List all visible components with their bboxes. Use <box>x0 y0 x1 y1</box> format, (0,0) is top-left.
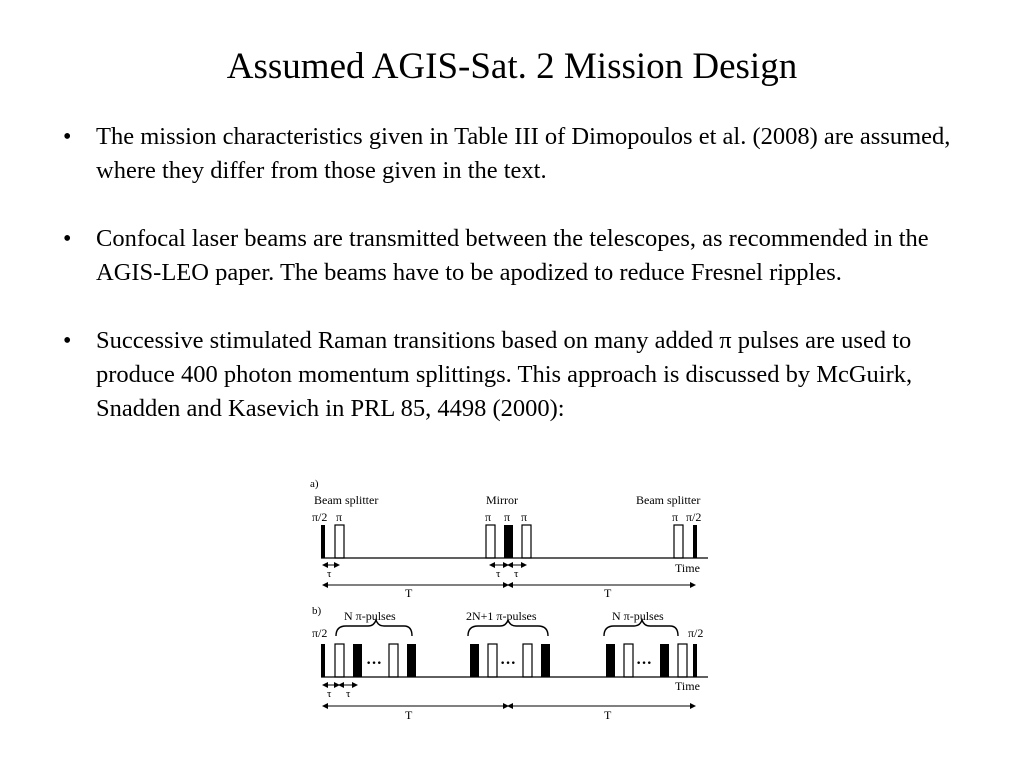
pulse-sequence-figure <box>308 476 720 726</box>
pi-half-label: π/2 <box>312 626 328 640</box>
pulse-filled <box>660 644 669 677</box>
pulse-filled <box>321 644 325 677</box>
pulse-open <box>389 644 398 677</box>
pulse-open <box>522 525 531 558</box>
pulse-open <box>674 525 683 558</box>
pulse-filled <box>353 644 362 677</box>
pulse-filled <box>693 644 697 677</box>
time-label: Time <box>675 679 700 693</box>
tau-label: τ <box>327 688 332 700</box>
period-label: T <box>405 708 413 722</box>
mirror-label: Mirror <box>486 493 518 507</box>
pulse-filled <box>321 525 325 558</box>
pi-label: π <box>485 510 492 524</box>
bullet-item <box>60 222 980 290</box>
pi-label: π <box>504 510 511 524</box>
pulse-open <box>624 644 633 677</box>
bullet-marker: • <box>63 226 72 252</box>
beam-splitter-left-label: Beam splitter <box>314 493 379 507</box>
pulse-open <box>335 525 344 558</box>
pulse-filled <box>504 525 513 558</box>
ellipsis: ··· <box>500 655 517 672</box>
bullet-marker: • <box>63 124 72 150</box>
pulse-filled <box>606 644 615 677</box>
pulse-open <box>523 644 532 677</box>
period-label: T <box>405 586 413 600</box>
ellipsis: ··· <box>366 655 383 672</box>
time-label: Time <box>675 561 700 575</box>
pulse-filled <box>541 644 550 677</box>
pi-half-label: π/2 <box>688 626 704 640</box>
ellipsis: ··· <box>636 655 653 672</box>
slide-title: Assumed AGIS-Sat. 2 Mission Design <box>226 46 798 87</box>
period-label: T <box>604 586 612 600</box>
pulse-sequence-diagram <box>308 476 720 726</box>
bullet-item <box>60 120 980 188</box>
n-pulses-right-label: N π-pulses <box>612 609 664 623</box>
tau-label: τ <box>327 568 332 580</box>
pi-label: π <box>521 510 528 524</box>
pi-label: π <box>672 510 679 524</box>
tau-label: τ <box>514 568 519 580</box>
panel-a-label: a) <box>310 478 319 490</box>
pulse-filled <box>407 644 416 677</box>
bullet-item <box>60 324 980 426</box>
period-label: T <box>604 708 612 722</box>
pi-half-label: π/2 <box>312 510 328 524</box>
bullet-text: The mission characteristics given in Table III of Dimopoulos et al. (2008) are assumed, where they differ from those given in the text. <box>96 123 951 184</box>
n-pulses-left-label: N π-pulses <box>344 609 396 623</box>
bullet-marker: • <box>63 328 72 354</box>
bullet-text: Successive stimulated Raman transitions based on many added π pulses are used to produce 400 photon momentum splittings. This approach is discussed by McGuirk, Snadden and Kasevich in PRL 85, 4498 (2000): <box>96 327 913 422</box>
pi-half-label: π/2 <box>686 510 702 524</box>
panel-b-label: b) <box>312 605 322 617</box>
tau-label: τ <box>496 568 501 580</box>
bullet-text: Confocal laser beams are transmitted between the telescopes, as recommended in the AGIS-LEO paper. The beams have to be apodized to reduce Fresnel ripples. <box>96 225 929 286</box>
center-pulses-label: 2N+1 π-pulses <box>466 609 537 623</box>
pulse-filled <box>470 644 479 677</box>
pi-label: π <box>336 510 343 524</box>
bullet-list <box>60 120 980 460</box>
pulse-filled <box>693 525 697 558</box>
tau-label: τ <box>346 688 351 700</box>
pulse-open <box>488 644 497 677</box>
beam-splitter-right-label: Beam splitter <box>636 493 701 507</box>
pulse-open <box>486 525 495 558</box>
pulse-open <box>678 644 687 677</box>
pulse-open <box>335 644 344 677</box>
